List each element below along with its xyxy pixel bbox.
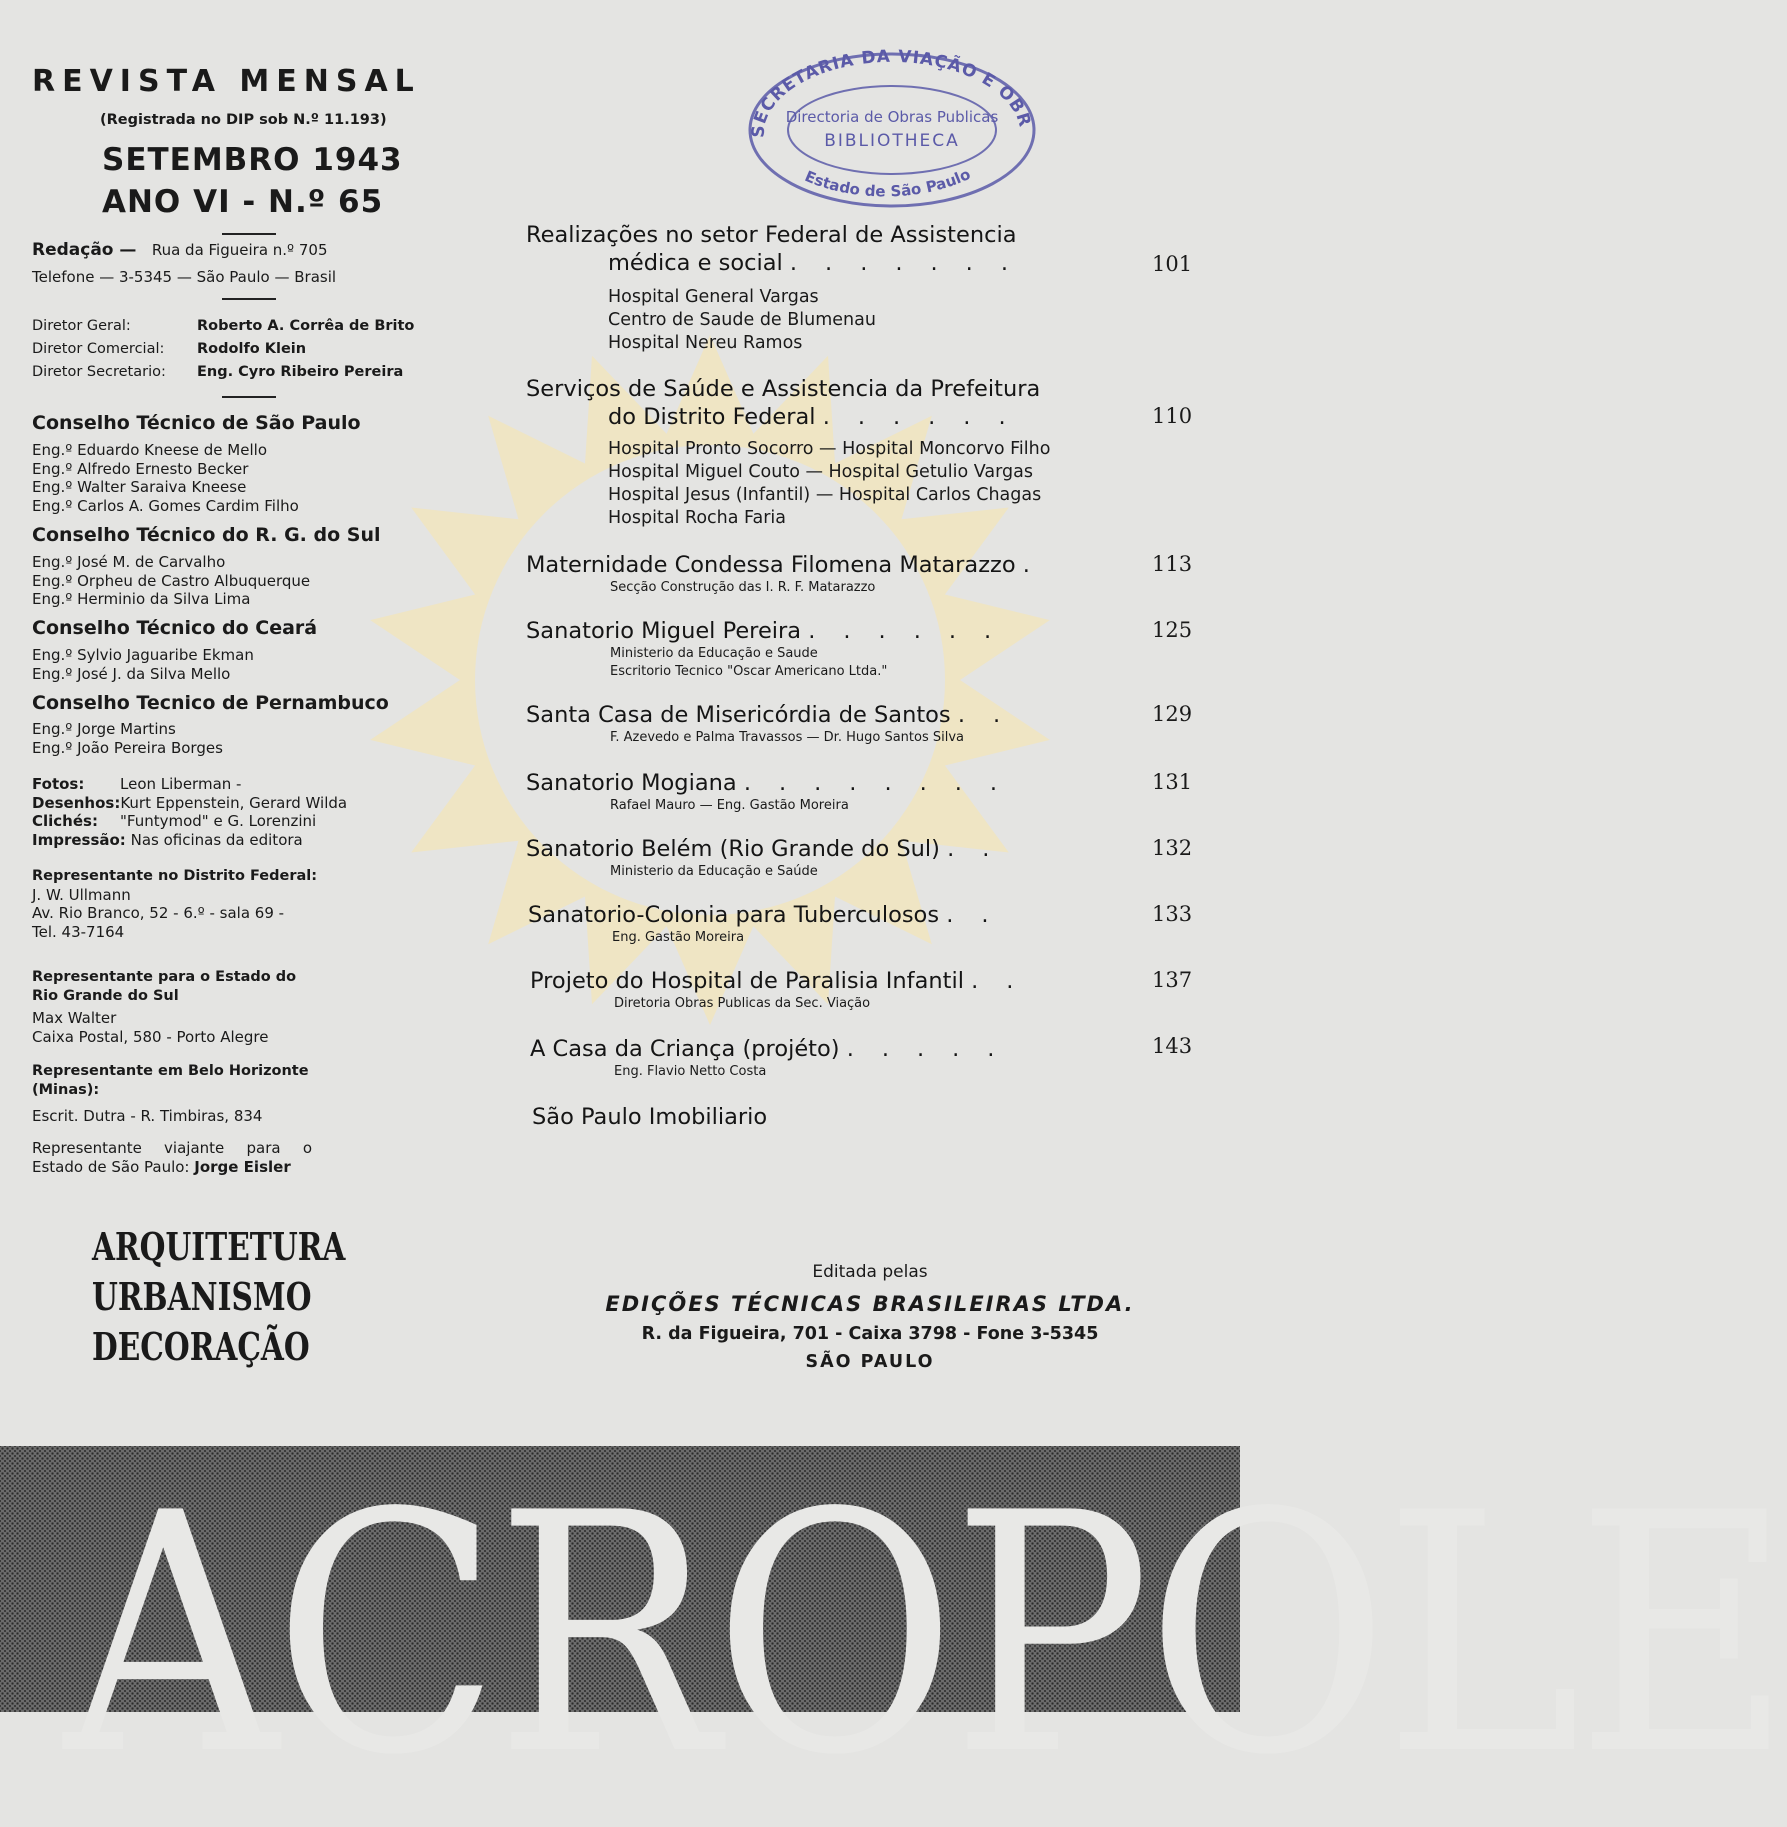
publisher-block xyxy=(600,1262,1140,1372)
toc-title-text: Sanatorio Miguel Pereira xyxy=(526,618,802,644)
credit-row xyxy=(32,812,347,831)
staff-name: Eng. Cyro Ribeiro Pereira xyxy=(197,364,404,380)
credit-row xyxy=(32,775,347,794)
toc-sub: Hospital Miguel Couto — Hospital Getulio Vargas xyxy=(608,462,1033,482)
toc-title[interactable] xyxy=(528,902,1017,928)
council-member: Eng.º Eduardo Kneese de Mello xyxy=(32,441,267,459)
council-member: Eng.º Sylvio Jaguaribe Ekman xyxy=(32,646,254,664)
council-member: Eng.º Walter Saraiva Kneese xyxy=(32,478,247,496)
toc-note: Escritorio Tecnico "Oscar Americano Ltda." xyxy=(610,664,888,679)
council-member: Eng.º Herminio da Silva Lima xyxy=(32,590,251,608)
toc-sub: Hospital Jesus (Infantil) — Hospital Carlos Chagas xyxy=(608,485,1042,505)
toc-page: 129 xyxy=(1152,702,1193,726)
toc-page: 132 xyxy=(1152,836,1193,860)
toc-page: 125 xyxy=(1152,618,1193,642)
representative-rs xyxy=(32,968,296,1046)
toc-title[interactable] xyxy=(608,404,1034,430)
staff-role: Diretor Geral: xyxy=(32,318,131,334)
representative-line: Max Walter xyxy=(32,1009,117,1027)
toc-title[interactable]: Serviços de Saúde e Assistencia da Prefeitura xyxy=(526,376,1041,402)
council-members xyxy=(32,553,310,609)
representative-line: Escrit. Dutra - R. Timbiras, 834 xyxy=(32,1107,263,1125)
staff-row xyxy=(32,364,403,380)
toc-title-text: Sanatorio-Colonia para Tuberculosos xyxy=(528,902,940,928)
toc-title[interactable]: Realizações no setor Federal de Assistencia xyxy=(526,222,1017,248)
masthead-title: REVISTA MENSAL xyxy=(32,64,421,99)
toc-title-text: A Casa da Criança (projéto) xyxy=(530,1036,840,1062)
representative-title: Representante em Belo Horizonte xyxy=(32,1063,309,1079)
masthead-issue: ANO VI - N.º 65 xyxy=(102,184,384,220)
divider xyxy=(222,396,276,398)
toc-note: Secção Construção das I. R. F. Matarazzo xyxy=(610,580,876,595)
toc-note: Rafael Mauro — Eng. Gastão Moreira xyxy=(610,798,849,813)
leader-dots: .. xyxy=(957,702,1029,728)
staff-row xyxy=(32,341,306,357)
toc-title[interactable] xyxy=(526,836,1017,862)
stamp-line2: BIBLIOTHECA xyxy=(824,131,960,151)
council-members xyxy=(32,441,299,515)
representative-line: J. W. Ullmann xyxy=(32,885,131,904)
credit-value: Kurt Eppenstein, Gerard Wilda xyxy=(120,793,348,812)
toc-title[interactable] xyxy=(530,968,1041,994)
toc-page: 133 xyxy=(1152,902,1193,926)
council-member: Eng.º José M. de Carvalho xyxy=(32,553,226,571)
staff-role: Diretor Comercial: xyxy=(32,341,165,357)
toc-title[interactable] xyxy=(608,250,1036,276)
staff-name: Rodolfo Klein xyxy=(197,341,307,357)
divider xyxy=(222,298,276,300)
council-member: Eng.º José J. da Silva Mello xyxy=(32,664,231,683)
toc-title[interactable]: São Paulo Imobiliario xyxy=(532,1104,768,1130)
magazine-logo-title: ACROPOLE xyxy=(64,1443,1787,1827)
redacao-line xyxy=(32,240,328,260)
toc-page: 113 xyxy=(1152,552,1193,576)
representative-line: Caixa Postal, 580 - Porto Alegre xyxy=(32,1027,269,1046)
toc-page: 110 xyxy=(1152,404,1193,428)
credit-value: Nas oficinas da editora xyxy=(130,830,303,849)
toc-sub: Centro de Saude de Blumenau xyxy=(608,310,876,330)
council-title: Conselho Técnico do R. G. do Sul xyxy=(32,524,381,546)
tagline-line: DECORAÇÃO xyxy=(92,1324,310,1369)
toc-title[interactable] xyxy=(526,702,1028,728)
representative-title: Representante para o Estado do xyxy=(32,969,297,985)
toc-note: Ministerio da Educação e Saude xyxy=(610,646,818,661)
leader-dots: ...... xyxy=(822,404,1034,430)
publisher-city: SÃO PAULO xyxy=(805,1352,935,1372)
leader-dots: ........ xyxy=(743,770,1026,796)
toc-title-text: médica e social xyxy=(608,250,783,276)
council-title: Conselho Tecnico de Pernambuco xyxy=(32,692,389,714)
masthead-date: SETEMBRO 1943 xyxy=(102,142,403,178)
leader-dots: .. xyxy=(971,968,1042,994)
credits-block xyxy=(32,775,347,849)
toc-title[interactable] xyxy=(526,552,1058,578)
toc-note: Eng. Flavio Netto Costa xyxy=(614,1064,767,1079)
toc-sub: Hospital General Vargas xyxy=(608,287,819,307)
stamp-ring-text: SECRETARIA DA VIAÇÃO E OBR xyxy=(748,46,1035,139)
representative-df xyxy=(32,867,317,941)
staff-row xyxy=(32,318,414,334)
toc-title-text: Maternidade Condessa Filomena Matarazzo xyxy=(526,552,1016,578)
representative-bh xyxy=(32,1062,309,1126)
publisher-intro: Editada pelas xyxy=(812,1262,928,1282)
representative-title: (Minas): xyxy=(32,1081,100,1098)
representative-line: Representante viajante para o xyxy=(32,1139,312,1157)
council-members xyxy=(32,646,254,683)
title-band xyxy=(0,1443,1787,1827)
library-stamp xyxy=(742,42,1042,210)
representative-sp xyxy=(32,1139,312,1176)
credit-label: Impressão: xyxy=(32,830,126,849)
toc-page: 137 xyxy=(1152,968,1193,992)
credit-row xyxy=(32,794,347,813)
library-stamp-svg xyxy=(742,42,1042,210)
tagline xyxy=(92,1222,345,1372)
leader-dots: ..... xyxy=(846,1036,1023,1062)
divider xyxy=(222,233,276,235)
redacao-label: Redação — xyxy=(32,240,137,260)
representative-line: Tel. 43-7164 xyxy=(32,922,125,941)
toc-title-text: Sanatorio Belém (Rio Grande do Sul) xyxy=(526,836,940,862)
representative-line xyxy=(32,1158,312,1177)
toc-note: Diretoria Obras Publicas da Sec. Viação xyxy=(614,996,871,1011)
leader-dots: . xyxy=(1022,552,1058,578)
toc-page: 131 xyxy=(1152,770,1193,794)
representative-line: Av. Rio Branco, 52 - 6.º - sala 69 - xyxy=(32,904,285,922)
toc-sub: Hospital Pronto Socorro — Hospital Moncorvo Filho xyxy=(608,439,1051,459)
toc-note: F. Azevedo e Palma Travassos — Dr. Hugo Santos Silva xyxy=(610,730,964,745)
credit-label: Desenhos: xyxy=(32,793,121,812)
leader-dots: ....... xyxy=(789,250,1036,276)
toc-title-text: Projeto do Hospital de Paralisia Infantil xyxy=(530,968,964,994)
toc-title-text: Sanatorio Mogiana xyxy=(526,770,737,796)
council-title: Conselho Técnico de São Paulo xyxy=(32,412,361,434)
council-member: Eng.º Jorge Martins xyxy=(32,720,176,738)
toc-sub: Hospital Nereu Ramos xyxy=(608,333,803,353)
toc-title[interactable] xyxy=(526,618,1019,644)
council-member: Eng.º Orpheu de Castro Albuquerque xyxy=(32,571,311,590)
representative-title: Representante no Distrito Federal: xyxy=(32,868,318,884)
leader-dots: .. xyxy=(946,902,1017,928)
toc-sub: Hospital Rocha Faria xyxy=(608,508,787,528)
stamp-line1: Directoria de Obras Publicas xyxy=(785,108,999,126)
tagline-line: URBANISMO xyxy=(92,1274,312,1319)
council-title: Conselho Técnico do Ceará xyxy=(32,617,318,639)
leader-dots: .. xyxy=(947,836,1018,862)
publisher-name: EDIÇÕES TÉCNICAS BRASILEIRAS LTDA. xyxy=(605,1292,1135,1316)
phone-line: Telefone — 3-5345 — São Paulo — Brasil xyxy=(32,268,337,286)
toc-note: Eng. Gastão Moreira xyxy=(612,930,745,945)
toc-title-text: Santa Casa de Misericórdia de Santos xyxy=(526,702,951,728)
credit-row xyxy=(32,831,347,850)
redacao-address: Rua da Figueira n.º 705 xyxy=(151,241,328,259)
toc-note: Ministerio da Educação e Saúde xyxy=(610,864,818,879)
representative-label: Estado de São Paulo: xyxy=(32,1157,190,1176)
credit-value: "Funtymod" e G. Lorenzini xyxy=(120,812,317,830)
council-members xyxy=(32,720,223,757)
staff-name: Roberto A. Corrêa de Brito xyxy=(197,318,415,334)
toc-page: 101 xyxy=(1152,252,1193,276)
representative-name: Jorge Eisler xyxy=(194,1157,291,1176)
masthead-registration: (Registrada no DIP sob N.º 11.193) xyxy=(100,112,387,128)
credit-label: Fotos: xyxy=(32,775,85,793)
council-member: Eng.º Carlos A. Gomes Cardim Filho xyxy=(32,496,299,515)
toc-title-text: do Distrito Federal xyxy=(608,404,816,430)
publisher-address: R. da Figueira, 701 - Caixa 3798 - Fone 3-5345 xyxy=(641,1324,1099,1344)
toc-title[interactable] xyxy=(526,770,1025,796)
toc-title[interactable] xyxy=(530,1036,1022,1062)
credit-label: Clichés: xyxy=(32,812,98,830)
leader-dots: ...... xyxy=(808,618,1020,644)
credit-value: Leon Liberman - xyxy=(120,775,242,793)
stamp-bottom-text: Estado de São Paulo xyxy=(802,164,974,201)
toc-page: 143 xyxy=(1152,1034,1193,1058)
staff-role: Diretor Secretario: xyxy=(32,364,166,380)
representative-title: Rio Grande do Sul xyxy=(32,987,179,1004)
tagline-line: ARQUITETURA xyxy=(92,1224,346,1269)
council-member: Eng.º Alfredo Ernesto Becker xyxy=(32,459,249,478)
council-member: Eng.º João Pereira Borges xyxy=(32,738,223,757)
